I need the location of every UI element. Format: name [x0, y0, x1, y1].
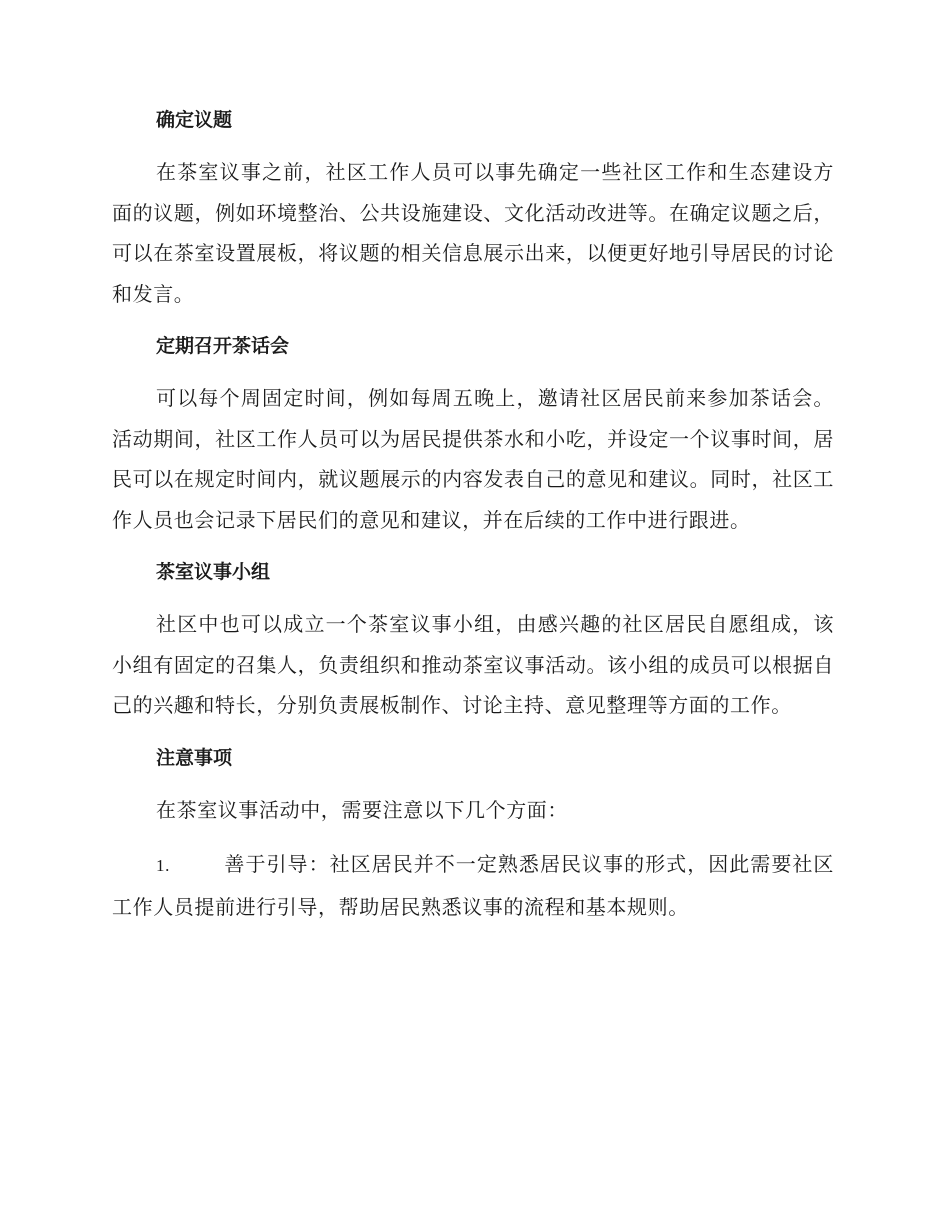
section-3: [112, 558, 834, 726]
section-heading: 注意事项: [156, 746, 233, 769]
list-number: 1.: [156, 856, 170, 875]
list-item: [112, 844, 834, 927]
section-1: [112, 106, 834, 314]
section-paragraph: 可以每个周固定时间，例如每周五晚上，邀请社区居民前来参加茶话会。活动期间，社区工作人员可以为居民提供茶水和小吃，并设定一个议事时间，居民可以在规定时间内，就议题展示的内容发表自己的意见和建议。同时，社区工作人员也会记录下居民们的意见和建议，并在后续的工作中进行跟进。: [112, 386, 834, 532]
section-heading: 茶室议事小组: [156, 561, 271, 583]
section-heading: 确定议题: [156, 109, 233, 131]
section-paragraph: 社区中也可以成立一个茶室议事小组，由感兴趣的社区居民自愿组成，该小组有固定的召集人，负责组织和推动茶室议事活动。该小组的成员可以根据自己的兴趣和特长，分别负责展板制作、讨论主持、意见整理等方面的工作。: [112, 612, 834, 717]
numbered-list: [112, 844, 834, 927]
section-2: [112, 332, 834, 540]
section-heading: 定期召开茶话会: [156, 335, 290, 357]
section-paragraph: 在茶室议事活动中，需要注意以下几个方面：: [156, 797, 568, 822]
section-paragraph: 在茶室议事之前，社区工作人员可以事先确定一些社区工作和生态建设方面的议题，例如环境整治、公共设施建设、文化活动改进等。在确定议题之后，可以在茶室设置展板，将议题的相关信息展示出来，以便更好地引导居民的讨论和发言。: [112, 160, 834, 306]
document-body: [112, 106, 834, 927]
section-4: [112, 744, 834, 831]
list-text: 善于引导：社区居民并不一定熟悉居民议事的形式，因此需要社区工作人员提前进行引导，帮助居民熟悉议事的流程和基本规则。: [112, 852, 834, 919]
